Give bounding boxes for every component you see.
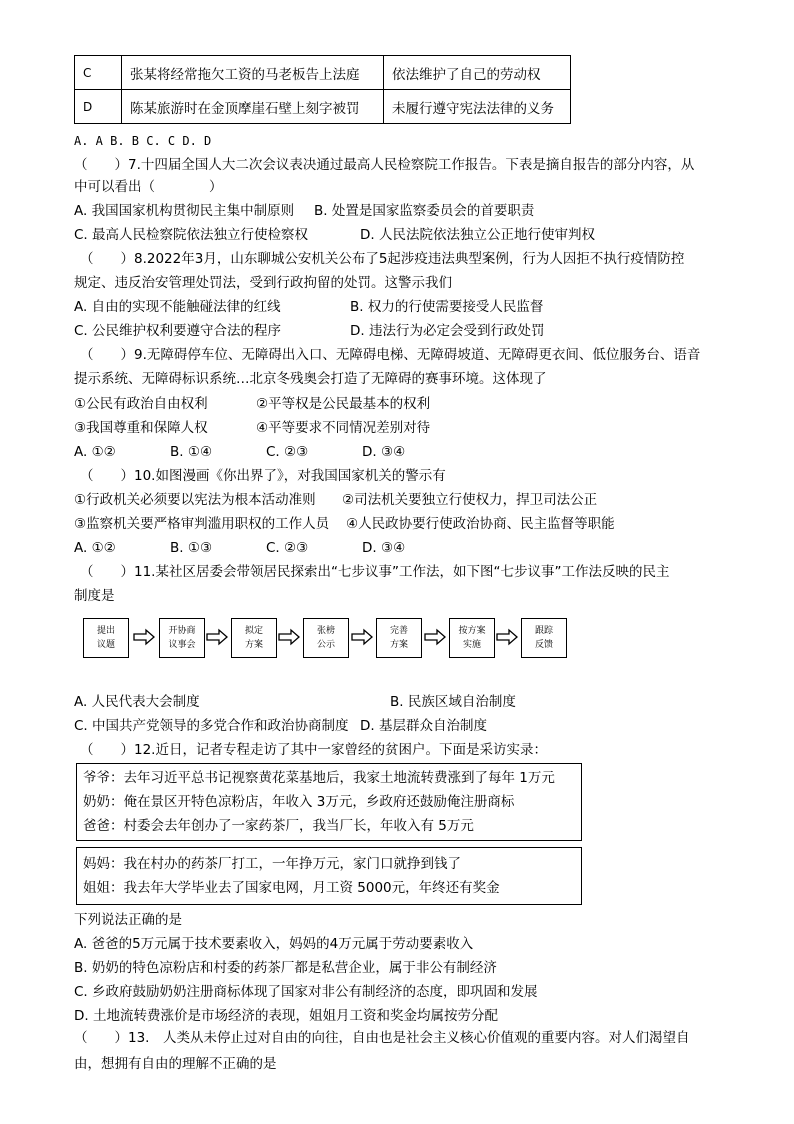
q9-option-d: D. ③④ [362,444,406,460]
flow-step-text: 议题 [96,640,115,650]
flow-step [159,618,205,658]
q10-option-c: C. ②③ [266,540,309,556]
table-cell-meaning: 依法维护了自己的劳动权 [384,56,571,90]
flow-arrow-icon [133,628,155,646]
q8-option-c: C. 公民维护权利要遵守合法的程序 [74,323,282,339]
flow-step-text: 开协商 [168,626,196,636]
flow-step [231,618,277,658]
flow-step-text: 提出 [96,626,115,636]
q8-option-d: D. 违法行为必定会受到行政处罚 [350,323,545,339]
flow-step-text: 反馈 [534,640,553,650]
q10-statement-3: ③监察机关要严格审判滥用职权的工作人员 [74,516,330,532]
q9-option-a: A. ①② [74,444,116,460]
flow-step-text: 张榜 [316,626,335,636]
q11-option-d: D. 基层群众自治制度 [360,718,487,734]
q9-option-c: C. ②③ [266,444,309,460]
options-table [74,55,571,124]
interview-line: 爸爸：村委会去年创办了一家药茶厂，我当厂长，年收入有 5万元 [83,818,474,834]
q7-option-a: A. 我国国家机构贯彻民主集中制原则 [74,203,295,219]
q10-statement-1: ①行政机关必须要以宪法为根本活动准则 [74,492,316,508]
flow-step-text: 拟定 [244,626,263,636]
q13-stem-line2: 由，想拥有自由的理解不正确的是 [74,1056,277,1072]
q10-option-b: B. ①③ [170,540,213,556]
q10-option-a: A. ①② [74,540,116,556]
q9-statement-1: ①公民有政治自由权利 [74,396,208,412]
q12-option-b: B. 奶奶的特色凉粉店和村委的药茶厂都是私营企业，属于非公有制经济 [74,960,497,976]
q11-stem-line2: 制度是 [74,588,115,604]
flow-step-text: 完善 [389,626,408,636]
flow-arrow-icon [496,628,518,646]
q12-option-c: C. 乡政府鼓励奶奶注册商标体现了国家对非公有制经济的态度，即巩固和发展 [74,984,538,1000]
interview-line: 姐姐：我去年大学毕业去了国家电网，月工资 5000元，年终还有奖金 [83,880,500,896]
flow-step-text: 按方案 [458,626,486,636]
q10-statement-2: ②司法机关要独立行使权力，捍卫司法公正 [342,492,598,508]
flow-step-text: 实施 [462,640,481,650]
q7-stem-line1: （ ）7.十四届全国人大二次会议表决通过最高人民检察院工作报告。下表是摘自报告的部分内容，从 [74,157,695,173]
table-cell-event: 陈某旅游时在金顶摩崖石壁上刻字被罚 [122,90,384,124]
q7-stem-line2: 中可以看出（ ） [74,179,223,195]
q8-option-b: B. 权力的行使需要接受人民监督 [350,299,544,315]
q11-option-b: B. 民族区域自治制度 [390,694,516,710]
flow-step [83,618,129,658]
q7-option-c: C. 最高人民检察院依法独立行使检察权 [74,227,309,243]
interview-line: 奶奶：俺在景区开特色凉粉店，年收入 3万元，乡政府还鼓励俺注册商标 [83,794,515,810]
interview-box-2 [76,847,582,905]
q11-option-a: A. 人民代表大会制度 [74,694,200,710]
q10-stem: （ ）10.如图漫画《你出界了》，对我国国家机关的警示有 [80,468,446,484]
q12-option-d: D. 土地流转费涨价是市场经济的表现，姐姐月工资和奖金均属按劳分配 [74,1008,498,1024]
q9-statement-2: ②平等权是公民最基本的权利 [256,396,431,412]
flow-step-text: 方案 [389,640,408,650]
flow-step-text: 跟踪 [534,626,553,636]
q8-option-a: A. 自由的实现不能触碰法律的红线 [74,299,281,315]
q12-stem: （ ）12.近日，记者专程走访了其中一家曾经的贫困户。下面是采访实录： [80,742,547,758]
table-cell-meaning: 未履行遵守宪法法律的义务 [384,90,571,124]
flow-arrow-icon [206,628,228,646]
table-cell-label: D [75,90,122,124]
flow-step [303,618,349,658]
q6-options: A. A B. B C. C D. D [74,134,212,148]
q7-option-b: B. 处置是国家监察委员会的首要职责 [314,203,535,219]
interview-line: 妈妈：我在村办的药茶厂打工，一年挣万元，家门口就挣到钱了 [83,856,461,872]
q9-stem-line2: 提示系统、无障碍标识系统…北京冬残奥会打造了无障碍的赛事环境。这体现了 [74,371,547,387]
q9-statement-3: ③我国尊重和保障人权 [74,420,208,436]
q8-stem-line2: 规定、违反治安管理处罚法，受到行政拘留的处罚。这警示我们 [74,275,452,291]
interview-line: 爷爷：去年习近平总书记视察黄花菜基地后，我家土地流转费涨到了每年 1万元 [83,770,555,786]
q12-option-a: A. 爸爸的5万元属于技术要素收入，妈妈的4万元属于劳动要素收入 [74,936,474,952]
q11-stem-line1: （ ）11.某社区居委会带领居民探索出“七步议事”工作法，如下图“七步议事”工作法反映的民主 [80,564,670,580]
q10-statement-4: ④人民政协要行使政治协商、民主监督等职能 [346,516,615,532]
flow-step-text: 公示 [316,640,335,650]
table-cell-event: 张某将经常拖欠工资的马老板告上法庭 [122,56,384,90]
q11-option-c: C. 中国共产党领导的多党合作和政治协商制度 [74,718,349,734]
flow-step-text: 方案 [244,640,263,650]
q12-question: 下列说法正确的是 [74,912,182,928]
table-cell-label: C [75,56,122,90]
table-row [75,56,571,90]
q9-statement-4: ④平等要求不同情况差别对待 [256,420,431,436]
flow-step [376,618,422,658]
interview-box-1 [76,763,582,841]
table-row [75,90,571,124]
flow-arrow-icon [351,628,373,646]
q9-option-b: B. ①④ [170,444,213,460]
flow-step [449,618,495,658]
q7-option-d: D. 人民法院依法独立公正地行使审判权 [360,227,595,243]
q8-stem-line1: （ ）8.2022年3月，山东聊城公安机关公布了5起涉疫违法典型案例，行为人因拒不执行疫情防控 [80,251,685,267]
flow-arrow-icon [278,628,300,646]
flow-step [521,618,567,658]
flow-step-text: 议事会 [168,640,196,650]
q13-stem-line1: （ ）13. 人类从未停止过对自由的向往，自由也是社会主义核心价值观的重要内容。对人们渴望自 [74,1030,690,1046]
q9-stem-line1: （ ）9.无障碍停车位、无障碍出入口、无障碍电梯、无障碍坡道、无障碍更衣间、低位服务台、语音 [80,347,701,363]
flow-arrow-icon [424,628,446,646]
q10-option-d: D. ③④ [362,540,406,556]
